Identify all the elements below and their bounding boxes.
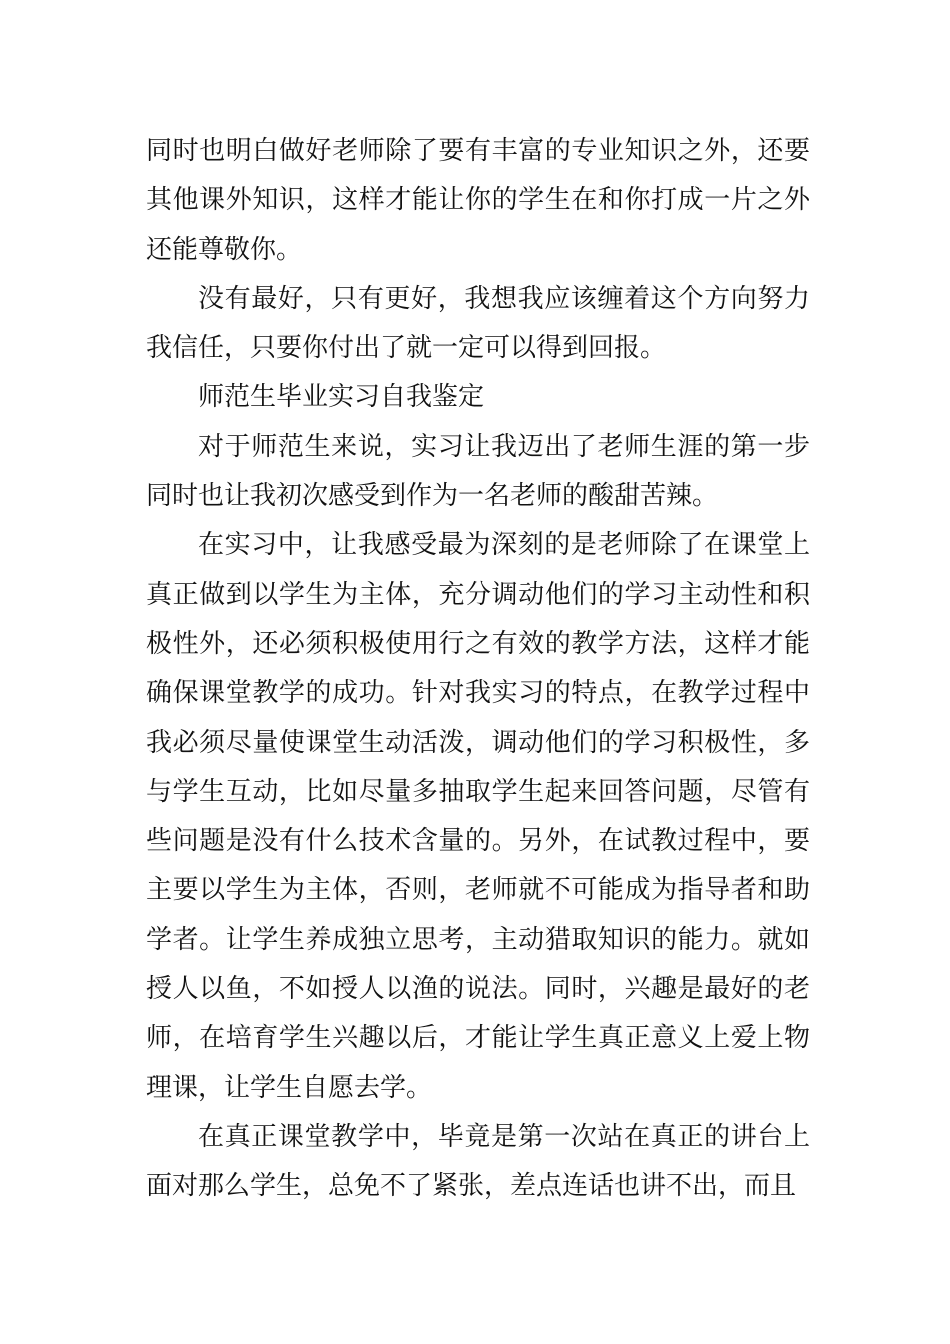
paragraph-4: 在实习中，让我感受最为深刻的是老师除了在课堂上真正做到以学生为主体，充分调动他们的学习主动性和积极性外，还必须积极使用行之有效的教学方法，这样才能确保课堂教学的成功。针对我实习的特点，在教学过程中我必须尽量使课堂生动活泼，调动他们的学习积极性，多与学生互动，比如尽量多抽取学生起来回答问题，尽管有些问题是没有什么技术含量的。另外，在试教过程中，要主要以学生为主体，否则，老师就不可能成为指导者和助学者。让学生养成独立思考，主动猎取知识的能力。就如授人以鱼，不如授人以渔的说法。同时，兴趣是最好的老师，在培育学生兴趣以后，才能让学生真正意义上爱上物理课，让学生自愿去学。 — [146, 530, 810, 1103]
paragraph-2: 没有最好，只有更好，我想我应该缠着这个方向努力我信任，只要你付出了就一定可以得到回报。 — [146, 283, 810, 364]
paragraph-1: 同时也明白做好老师除了要有丰富的专业知识之外，还要其他课外知识，这样才能让你的学生在和你打成一片之外还能尊敬你。 — [146, 136, 810, 265]
paragraph-3: 对于师范生来说，实习让我迈出了老师生涯的第一步同时也让我初次感受到作为一名老师的酸甜苦辣。 — [146, 431, 810, 512]
paragraph-5: 在真正课堂教学中，毕竟是第一次站在真正的讲台上面对那么学生，总免不了紧张，差点连话也讲不出，而且 — [146, 1121, 810, 1202]
section-heading: 师范生毕业实习自我鉴定 — [198, 382, 485, 413]
document-body — [146, 127, 810, 1212]
